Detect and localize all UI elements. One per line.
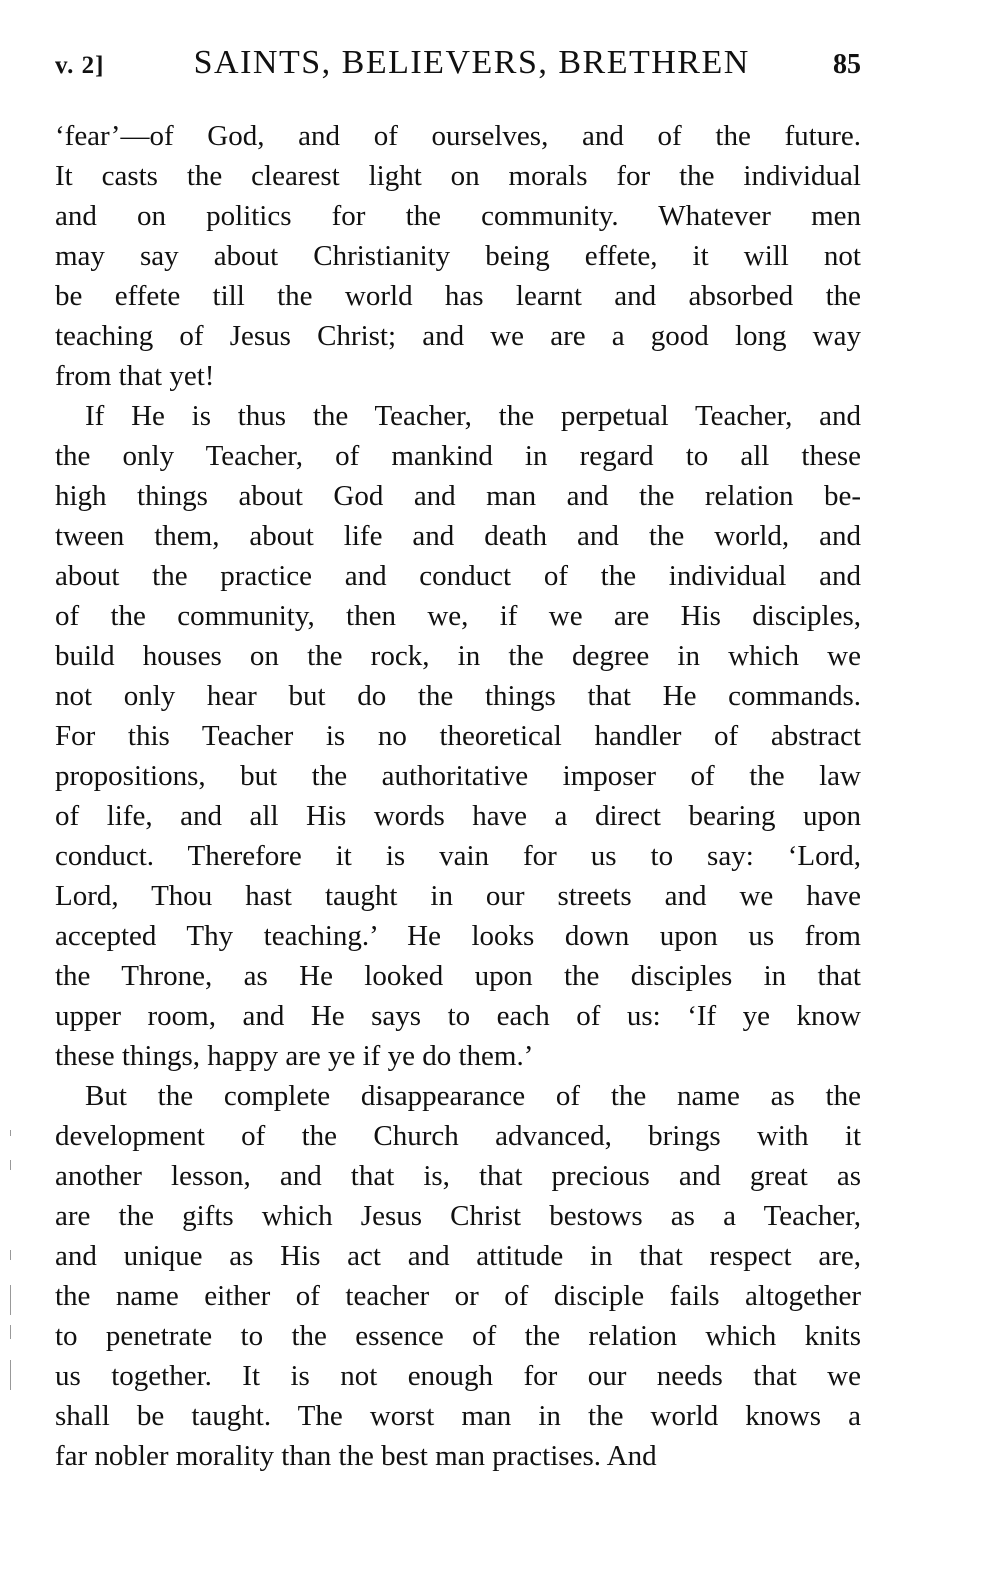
running-header — [55, 44, 861, 100]
margin-mark — [10, 1360, 11, 1390]
paragraph — [55, 396, 861, 1076]
text-line: development of the Church advanced, brings with it — [55, 1120, 861, 1152]
paragraph — [55, 116, 861, 396]
text-line: of life, and all His words have a direct bearing upon — [55, 800, 861, 832]
text-line: It casts the clearest light on morals for the individual — [55, 160, 861, 192]
paragraph — [55, 1076, 861, 1476]
text-line: from that yet! — [55, 360, 215, 392]
text-line: the name either of teacher or of disciple fails altogether — [55, 1280, 861, 1312]
margin-mark — [10, 1250, 11, 1260]
text-line: shall be taught. The worst man in the world knows a — [55, 1400, 861, 1432]
running-title: SAINTS, BELIEVERS, BRETHREN — [193, 44, 750, 81]
text-line: the only Teacher, of mankind in regard to all these — [55, 440, 861, 472]
text-line: these things, happy are ye if ye do them.’ — [55, 1040, 534, 1072]
body-text — [55, 116, 861, 1476]
text-line: to penetrate to the essence of the relation which knits — [55, 1320, 861, 1352]
margin-mark — [10, 1285, 11, 1315]
text-line: But the complete disappearance of the name as the — [85, 1080, 861, 1112]
text-line: not only hear but do the things that He commands. — [55, 680, 861, 712]
text-line: upper room, and He says to each of us: ‘If ye know — [55, 1000, 861, 1032]
text-line: far nobler morality than the best man practises. And — [55, 1440, 657, 1472]
text-line: build houses on the rock, in the degree in which we — [55, 640, 861, 672]
text-line: conduct. Therefore it is vain for us to say: ‘Lord, — [55, 840, 861, 872]
margin-mark — [10, 1130, 11, 1136]
page-number: 85 — [833, 49, 861, 80]
text-line: and unique as His act and attitude in that respect are, — [55, 1240, 861, 1272]
book-page — [55, 44, 861, 1476]
text-line: another lesson, and that is, that precious and great as — [55, 1160, 861, 1192]
text-line: may say about Christianity being effete, it will not — [55, 240, 861, 272]
chapter-verse-ref: v. 2] — [55, 52, 105, 79]
text-line: are the gifts which Jesus Christ bestows as a Teacher, — [55, 1200, 861, 1232]
text-line: Lord, Thou hast taught in our streets and we have — [55, 880, 861, 912]
text-line: ‘fear’—of God, and of ourselves, and of the future. — [55, 120, 861, 152]
margin-mark — [10, 1160, 11, 1170]
text-line: and on politics for the community. Whatever men — [55, 200, 861, 232]
text-line: high things about God and man and the relation be- — [55, 480, 861, 512]
text-line: accepted Thy teaching.’ He looks down upon us from — [55, 920, 861, 952]
text-line: be effete till the world has learnt and absorbed the — [55, 280, 861, 312]
text-line: teaching of Jesus Christ; and we are a good long way — [55, 320, 861, 352]
margin-mark — [10, 1325, 11, 1339]
text-line: propositions, but the authoritative imposer of the law — [55, 760, 861, 792]
text-line: For this Teacher is no theoretical handler of abstract — [55, 720, 861, 752]
left-margin-marks — [0, 0, 20, 1587]
text-line: tween them, about life and death and the world, and — [55, 520, 861, 552]
text-line: of the community, then we, if we are His disciples, — [55, 600, 861, 632]
text-line: the Throne, as He looked upon the disciples in that — [55, 960, 861, 992]
text-line: If He is thus the Teacher, the perpetual Teacher, and — [85, 400, 861, 432]
text-line: about the practice and conduct of the individual and — [55, 560, 861, 592]
text-line: us together. It is not enough for our needs that we — [55, 1360, 861, 1392]
